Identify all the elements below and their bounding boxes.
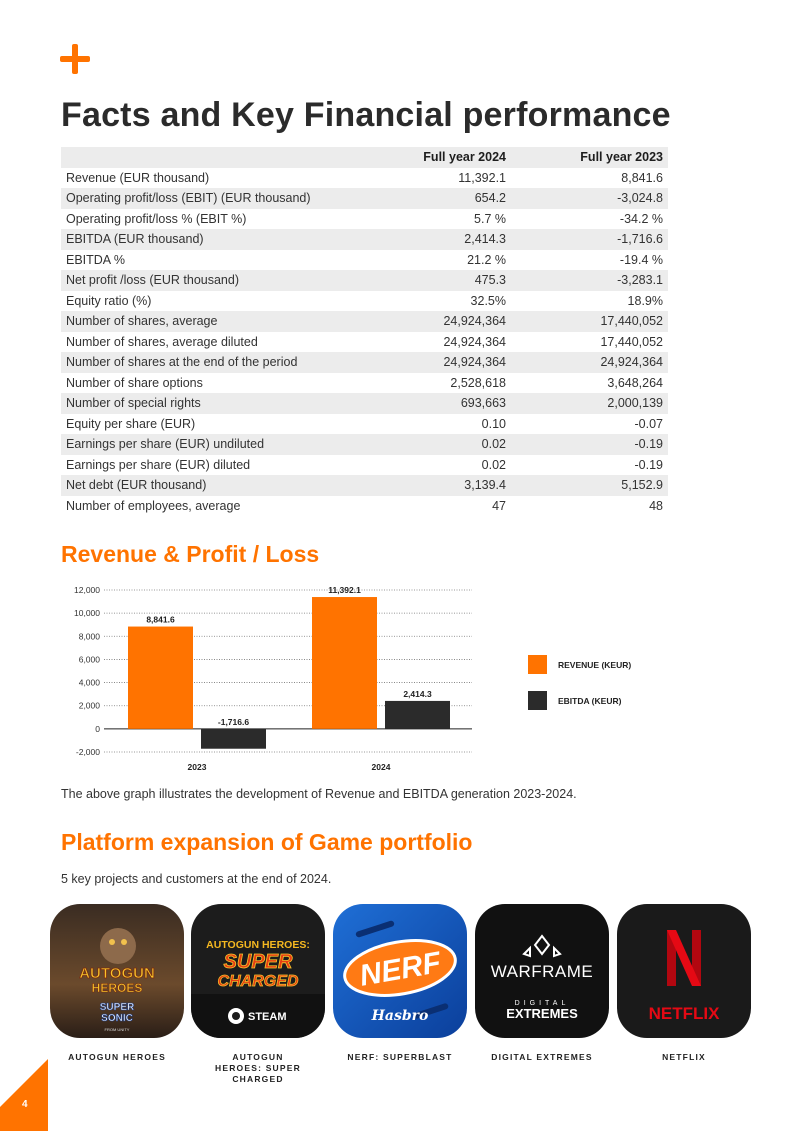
row-label: Revenue (EUR thousand) [66, 170, 210, 185]
tile-label-autogun-heroes: AUTOGUN HEROES [68, 1052, 166, 1062]
row-label: Number of shares, average [61, 311, 361, 332]
row-value-2023: -1,716.6 [511, 229, 668, 250]
data-label: 2,414.3 [403, 688, 432, 699]
revenue-ebitda-chart [56, 572, 486, 777]
autogun-logo-line2: HEROES [91, 981, 143, 995]
y-tick-label: 6,000 [78, 654, 100, 665]
y-tick-label: 8,000 [78, 631, 100, 642]
row-value-2024: 24,924,364 [361, 352, 511, 373]
y-tick-label: 4,000 [78, 677, 100, 688]
supercharged-logo-line1: AUTOGUN HEROES: [206, 939, 310, 951]
table-header-2024: Full year 2024 [361, 147, 511, 168]
tile-label-digital-extremes: DIGITAL EXTREMES [491, 1052, 593, 1062]
table-row [61, 373, 668, 394]
row-label: Equity per share (EUR) [66, 416, 196, 431]
row-label: Number of shares at the end of the period [61, 352, 361, 373]
table-row [61, 209, 668, 230]
tile-nerf-superblast [333, 904, 467, 1038]
row-value-2024: 5.7 % [474, 211, 506, 226]
bar-ebitda-2023 [201, 729, 266, 749]
table-row [61, 434, 668, 455]
data-label: 8,841.6 [146, 614, 175, 625]
chart-caption: The above graph illustrates the development of Revenue and EBITDA generation 2023-2024. [61, 787, 577, 801]
row-label: Number of share options [66, 375, 203, 390]
y-tick-label: 12,000 [74, 585, 100, 595]
row-value-2024: 2,528,618 [450, 375, 506, 390]
bar-revenue-2024 [312, 597, 377, 729]
tile-netflix [617, 904, 751, 1038]
row-label: Number of special rights [61, 393, 361, 414]
revenue-section-heading: Revenue & Profit / Loss [61, 541, 320, 567]
row-value-2023: 48 [649, 498, 663, 513]
row-value-2024: 0.10 [481, 416, 506, 431]
tile-label-nerf: NERF: SUPERBLAST [347, 1052, 453, 1062]
table-row [61, 414, 668, 435]
row-value-2024: 3,139.4 [361, 475, 511, 496]
table-header-label [61, 147, 361, 168]
data-label: -1,716.6 [217, 716, 250, 727]
bar-ebitda-2024 [385, 701, 450, 729]
extremes-logo-text: EXTREMES [506, 1006, 578, 1021]
page-number: 4 [22, 1099, 28, 1110]
row-value-2023: -19.4 % [619, 252, 663, 267]
super-charged-artwork [191, 904, 325, 1038]
autogun-logo-line4: SONIC [101, 1013, 133, 1024]
table-row [61, 332, 668, 353]
autogun-heroes-artwork [50, 904, 184, 1038]
page-title: Facts and Key Financial performance [61, 96, 671, 134]
row-value-2023: 8,841.6 [621, 170, 663, 185]
row-label: Operating profit/loss (EBIT) (EUR thousand) [61, 188, 361, 209]
table-row [61, 291, 668, 312]
autogun-logo-line1: AUTOGUN [79, 965, 155, 982]
table-row [61, 455, 668, 476]
row-value-2023: -3,283.1 [511, 270, 668, 291]
y-tick-label: 0 [95, 723, 100, 734]
row-value-2024: 2,414.3 [361, 229, 511, 250]
row-value-2024: 0.02 [481, 457, 506, 472]
table-row [61, 393, 668, 414]
tile-autogun-super-charged [191, 904, 325, 1038]
row-value-2023: 2,000,139 [511, 393, 668, 414]
row-value-2024: 475.3 [361, 270, 511, 291]
row-value-2023: -0.19 [511, 434, 668, 455]
row-label: Earnings per share (EUR) diluted [66, 457, 251, 472]
row-value-2023: -3,024.8 [511, 188, 668, 209]
supercharged-logo-line3: CHARGED [217, 973, 299, 990]
warframe-logo-text: WARFRAME [490, 962, 594, 981]
row-value-2023: 18.9% [627, 293, 663, 308]
row-value-2023: 17,440,052 [511, 311, 668, 332]
row-value-2023: 24,924,364 [511, 352, 668, 373]
netflix-artwork [617, 904, 751, 1038]
legend-swatch-ebitda [528, 691, 547, 710]
financial-table [61, 147, 668, 516]
x-category-label: 2024 [371, 762, 391, 772]
table-header-row [61, 147, 668, 168]
page-corner-triangle [0, 1059, 48, 1131]
row-value-2023: 17,440,052 [600, 334, 663, 349]
table-row [61, 229, 668, 250]
row-label: Equity ratio (%) [66, 293, 152, 308]
platform-section-heading: Platform expansion of Game portfolio [61, 829, 473, 855]
row-value-2024: 24,924,364 [361, 311, 511, 332]
steam-label: STEAM [248, 1011, 287, 1023]
platform-subtitle: 5 key projects and customers at the end of 2024. [61, 872, 332, 886]
table-row [61, 270, 668, 291]
tile-label-super-charged: AUTOGUN HEROES: SUPER CHARGED [215, 1052, 301, 1084]
y-tick-label: 2,000 [78, 700, 100, 711]
bar-revenue-2023 [128, 627, 193, 729]
row-label: Number of employees, average [66, 498, 241, 513]
data-label: 11,392.1 [328, 585, 361, 596]
row-label: EBITDA % [66, 252, 126, 267]
row-value-2024: 24,924,364 [443, 334, 506, 349]
y-tick-label: -2,000 [75, 747, 100, 757]
y-tick-label: 10,000 [74, 608, 100, 619]
plus-logo-icon [60, 44, 90, 74]
table-row [61, 168, 668, 189]
row-label: Earnings per share (EUR) undiluted [61, 434, 361, 455]
row-value-2024: 47 [492, 498, 506, 513]
row-value-2023: -0.07 [634, 416, 663, 431]
row-value-2024: 21.2 % [467, 252, 506, 267]
nerf-artwork [333, 904, 467, 1038]
row-label: Number of shares, average diluted [66, 334, 258, 349]
legend-swatch-revenue [528, 655, 547, 674]
row-value-2024: 11,392.1 [458, 170, 506, 185]
digital-logo-text: DIGITAL [514, 1000, 570, 1007]
legend-item-revenue [528, 655, 631, 674]
table-header-2023: Full year 2023 [511, 147, 668, 168]
x-category-label: 2023 [187, 762, 207, 772]
row-value-2023: -34.2 % [619, 211, 663, 226]
row-value-2024: 693,663 [361, 393, 511, 414]
tile-digital-extremes [475, 904, 609, 1038]
row-label: Net profit /loss (EUR thousand) [61, 270, 361, 291]
table-row [61, 311, 668, 332]
legend-item-ebitda [528, 691, 621, 710]
row-label: Net debt (EUR thousand) [61, 475, 361, 496]
legend-label-revenue: REVENUE (KEUR) [558, 659, 632, 670]
autogun-logo-line5: FROM UNITY [104, 1027, 130, 1032]
row-value-2024: 0.02 [361, 434, 511, 455]
row-value-2024: 32.5% [470, 293, 506, 308]
row-value-2023: 3,648,264 [607, 375, 663, 390]
table-row [61, 188, 668, 209]
table-row [61, 250, 668, 271]
table-row [61, 496, 668, 517]
nerf-logo-text: NERF [357, 946, 444, 993]
tile-label-netflix: NETFLIX [662, 1052, 706, 1062]
hasbro-logo-text: Hasbro [371, 1008, 429, 1024]
supercharged-logo-line2: SUPER [223, 951, 293, 973]
row-label: Operating profit/loss % (EBIT %) [66, 211, 247, 226]
table-row [61, 475, 668, 496]
row-value-2023: -0.19 [634, 457, 663, 472]
tile-autogun-heroes [50, 904, 184, 1038]
legend-label-ebitda: EBITDA (KEUR) [558, 695, 622, 706]
table-row [61, 352, 668, 373]
netflix-logo-text: NETFLIX [648, 1004, 720, 1023]
row-label: EBITDA (EUR thousand) [61, 229, 361, 250]
row-value-2023: 5,152.9 [511, 475, 668, 496]
row-value-2024: 654.2 [361, 188, 511, 209]
digital-extremes-artwork [475, 904, 609, 1038]
autogun-logo-line3: SUPER [99, 1002, 135, 1013]
